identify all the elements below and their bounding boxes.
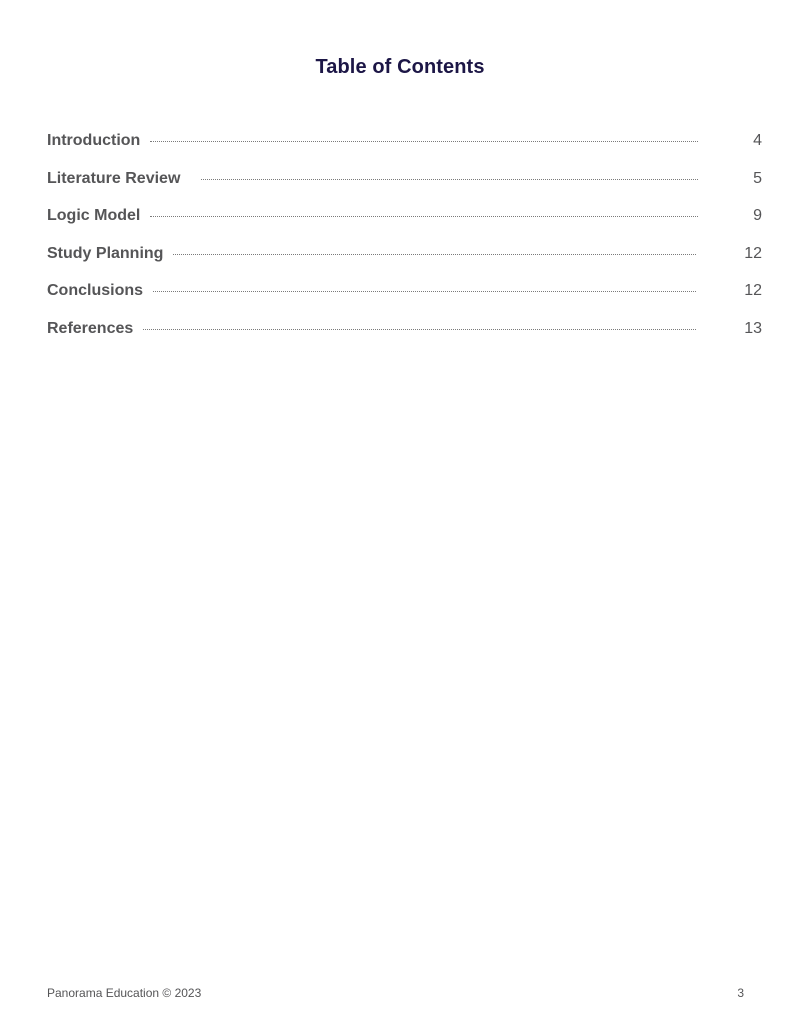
dot-leader [201,178,698,180]
toc-entry-label: Logic Model [47,207,141,225]
toc-entry-label: Conclusions [47,282,144,300]
dot-leader [150,140,698,142]
toc-entry-introduction[interactable] [47,126,762,164]
toc-entry-study-planning[interactable] [47,239,762,277]
dot-leader [143,328,696,330]
toc-entry-page: 12 [744,282,762,300]
toc-entry-page: 9 [753,207,762,225]
toc-entry-page: 4 [753,132,762,149]
footer-copyright: Panorama Education © 2023 [47,986,202,1000]
toc-entry-label: Study Planning [47,244,164,262]
toc-entry-references[interactable] [47,314,762,352]
toc-entry-conclusions[interactable] [47,276,762,314]
toc-entry-label: Introduction [47,132,141,149]
table-of-contents [47,126,762,352]
toc-entry-label: Literature Review [47,169,181,187]
toc-entry-logic-model[interactable] [47,201,762,239]
dot-leader [173,253,696,255]
footer-page-number: 3 [737,986,744,1000]
toc-entry-page: 5 [753,169,762,187]
toc-entry-literature-review[interactable] [47,164,762,202]
page-title: Table of Contents [315,56,485,78]
toc-entry-page: 12 [744,244,762,262]
dot-leader [153,290,696,292]
toc-entry-page: 13 [744,319,762,337]
dot-leader [150,215,698,217]
toc-entry-label: References [47,319,134,337]
